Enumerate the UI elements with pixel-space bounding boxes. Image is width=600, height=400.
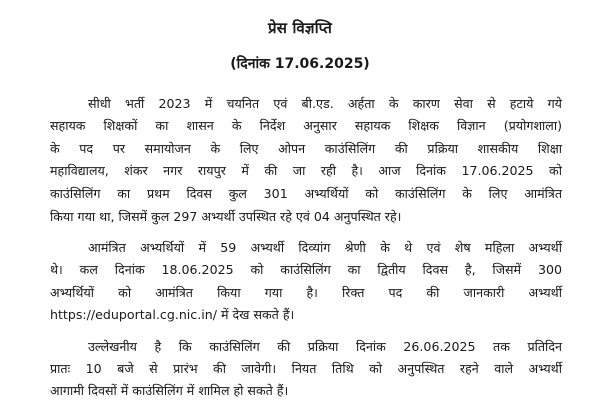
paragraph-1-line-1: सीधी भर्ती 2023 में चयनित एवं बी.एड. अर्हता के कारण सेवा से हटाये गये xyxy=(88,96,562,111)
paragraph-2-line-3: अभ्यर्थियों को आमंत्रित किया गया है। रिक्त पद की जानकारी अभ्यर्थी xyxy=(50,285,562,300)
document-date: (दिनांक 17.06.2025) xyxy=(230,56,370,72)
paragraph-1-line-6: किया गया था, जिसमें कुल 297 अभ्यर्थी उपस्थित रहे एवं 04 अनुपस्थित रहे। xyxy=(50,209,402,224)
paragraph-1-line-3: के पद पर समायोजन के लिए ओपन काउंसिलिंग की प्रक्रिया शासकीय शिक्षा xyxy=(50,141,562,156)
paragraph-3-line-2: प्रातः 10 बजे से प्रारंभ की जावेगी। नियत तिथि को अनुपस्थित रहने वाले अभ्यर्थी xyxy=(50,361,562,376)
paragraph-1-line-4: महाविद्यालय, शंकर नगर रायपुर में की जा रही है। आज दिनांक 17.06.2025 को xyxy=(50,163,562,178)
paragraph-1-line-2: सहायक शिक्षकों का शासन के निर्देश अनुसार सहायक शिक्षक विज्ञान (प्रयोगशाला) xyxy=(50,118,562,133)
paragraph-2-line-4: https://eduportal.cg.nic.in/ में देख सकते हैं। xyxy=(50,307,295,322)
document-title: प्रेस विज्ञप्ति xyxy=(268,19,332,37)
paragraph-1-line-5: काउंसिलिंग का प्रथम दिवस कुल 301 अभ्यर्थियों को काउंसिलिंग के लिए आमंत्रित xyxy=(50,186,562,201)
paragraph-2-line-1: आमंत्रित अभ्यर्थियों में 59 अभ्यर्थी दिव्यांग श्रेणी के थे एवं शेष महिला अभ्यर्थी xyxy=(88,240,562,255)
paragraph-3-line-3: आगामी दिवसों में काउंसिलिंग में शामिल हो सकते हैं। xyxy=(50,383,289,398)
paragraph-2-line-2: थे। कल दिनांक 18.06.2025 को काउंसिलिंग का द्वितीय दिवस है, जिसमें 300 xyxy=(50,262,562,277)
paragraph-3-line-1: उल्लेखनीय है कि काउंसिलिंग की प्रक्रिया दिनांक 26.06.2025 तक प्रतिदिन xyxy=(88,339,562,354)
